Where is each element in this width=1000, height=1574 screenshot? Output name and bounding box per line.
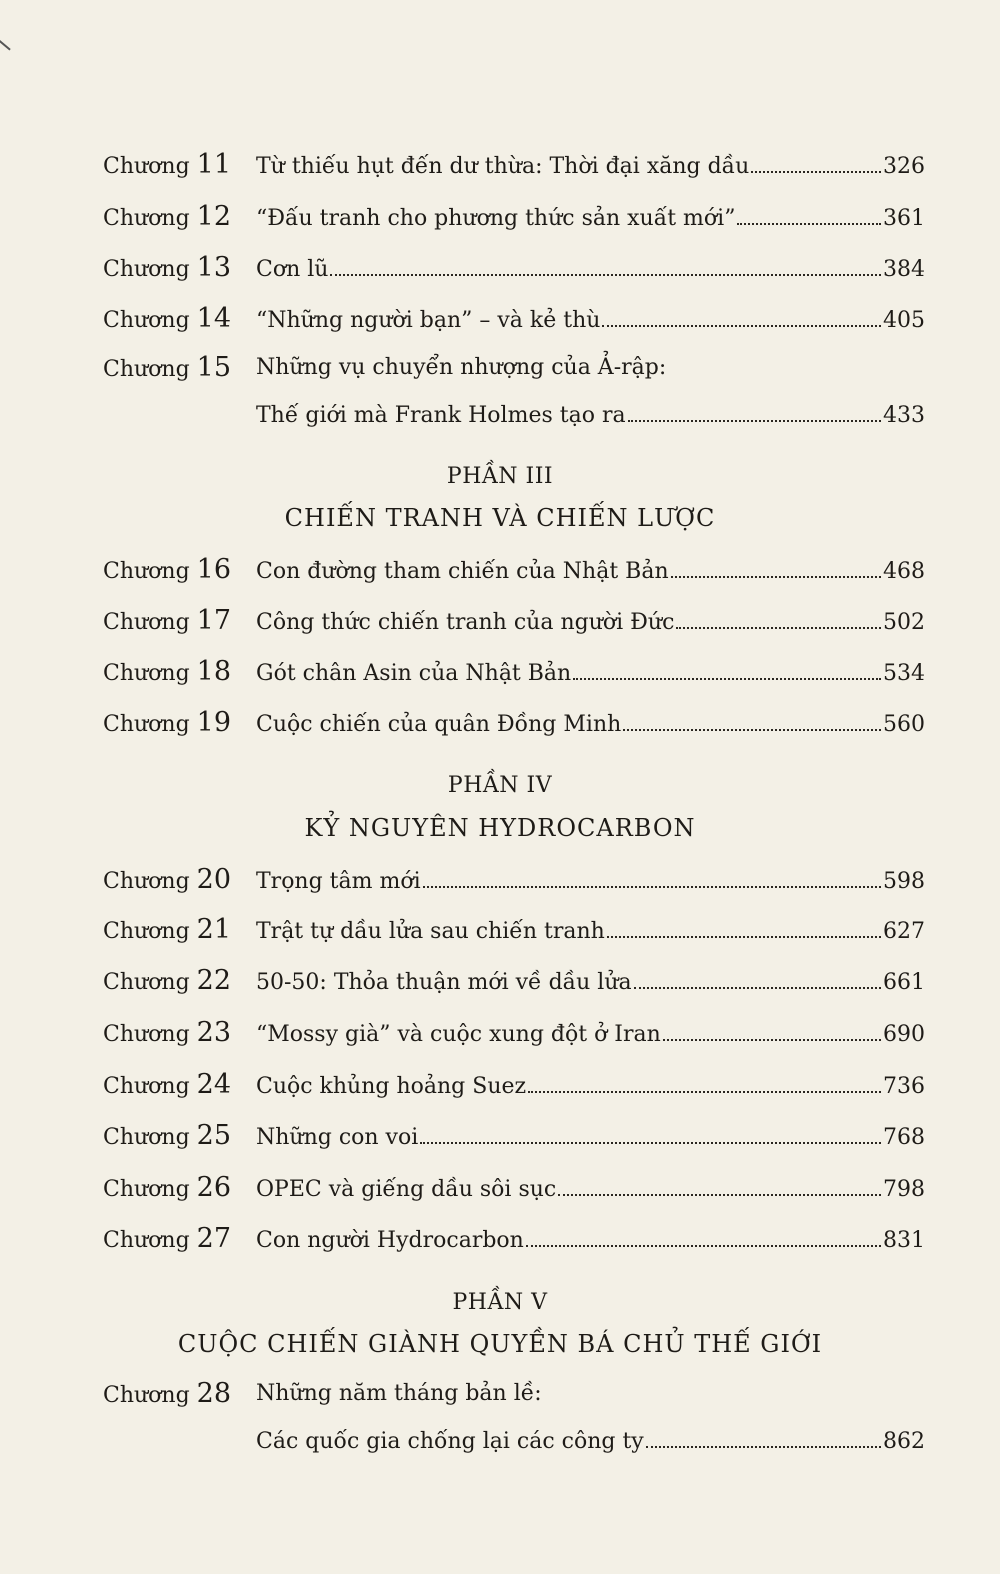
chapter-label: Chương 12 xyxy=(103,201,232,232)
chapter-label: Chương 18 xyxy=(103,656,232,687)
dot-leader xyxy=(528,1065,881,1093)
chapter-title: Con người Hydrocarbon xyxy=(256,1228,524,1253)
dot-leader xyxy=(663,1013,881,1041)
chapter-label: Chương 28 xyxy=(103,1378,232,1409)
dot-leader xyxy=(634,961,881,989)
chapter-title: Cuộc khủng hoảng Suez xyxy=(256,1074,527,1099)
toc-entry-22 xyxy=(103,961,925,1001)
part-heading: PHẦN IV xyxy=(447,773,553,798)
chapter-title: “Đấu tranh cho phương thức sản xuất mới” xyxy=(256,206,736,231)
page-number: 433 xyxy=(883,403,925,428)
toc-entry-23 xyxy=(103,1013,925,1053)
chapter-title: Cuộc chiến của quân Đồng Minh xyxy=(256,712,622,737)
page-number: 736 xyxy=(883,1074,925,1099)
page-number: 831 xyxy=(883,1228,925,1253)
chapter-label: Chương 23 xyxy=(103,1017,232,1048)
dot-leader xyxy=(671,550,881,578)
chapter-title: Công thức chiến tranh của người Đức xyxy=(256,610,675,635)
chapter-label: Chương 14 xyxy=(103,303,232,334)
chapter-title: Cơn lũ xyxy=(256,257,329,282)
dot-leader xyxy=(558,1168,881,1196)
chapter-label: Chương 15 xyxy=(103,352,232,383)
toc-entry-17 xyxy=(103,601,925,641)
part-title: CHIẾN TRANH VÀ CHIẾN LƯỢC xyxy=(284,504,716,532)
chapter-title: Trật tự dầu lửa sau chiến tranh xyxy=(256,919,605,944)
toc-entry-20 xyxy=(103,860,925,900)
chapter-label: Chương 27 xyxy=(103,1223,232,1254)
chapter-label: Chương 11 xyxy=(103,149,232,180)
chapter-title: Con đường tham chiến của Nhật Bản xyxy=(256,559,669,584)
chapter-title-line2: Thế giới mà Frank Holmes tạo ra xyxy=(256,403,626,428)
dot-leader xyxy=(420,1116,881,1144)
chapter-label: Chương 19 xyxy=(103,707,232,738)
chapter-label: Chương 16 xyxy=(103,554,232,585)
part-heading: PHẦN V xyxy=(452,1290,548,1315)
page-number: 560 xyxy=(883,712,925,737)
dot-leader xyxy=(737,197,881,225)
corner-mark xyxy=(0,40,11,51)
chapter-title: “Những người bạn” – và kẻ thù xyxy=(256,308,601,333)
page-number: 384 xyxy=(883,257,925,282)
dot-leader xyxy=(526,1219,881,1247)
toc-entry-13 xyxy=(103,248,925,288)
dot-leader xyxy=(573,652,881,680)
dot-leader xyxy=(330,248,881,276)
page-number: 468 xyxy=(883,559,925,584)
toc-entry-28 xyxy=(103,1374,925,1464)
toc-entry-21 xyxy=(103,910,925,950)
chapter-title-line2: Các quốc gia chống lại các công ty xyxy=(256,1429,644,1454)
chapter-label: Chương 22 xyxy=(103,965,232,996)
chapter-label: Chương 26 xyxy=(103,1172,232,1203)
part-title: CUỘC CHIẾN GIÀNH QUYỀN BÁ CHỦ THẾ GIỚI xyxy=(177,1330,823,1358)
chapter-label: Chương 13 xyxy=(103,252,232,283)
toc-entry-19 xyxy=(103,703,925,743)
dot-leader xyxy=(623,703,881,731)
page-number: 405 xyxy=(883,308,925,333)
dot-leader xyxy=(423,860,881,888)
page-number: 661 xyxy=(883,970,925,995)
page-number: 627 xyxy=(883,919,925,944)
chapter-title: Từ thiếu hụt đến dư thừa: Thời đại xăng dầu xyxy=(256,154,750,179)
chapter-title: Trọng tâm mới xyxy=(256,869,421,894)
page-number: 598 xyxy=(883,869,925,894)
chapter-label: Chương 21 xyxy=(103,914,232,945)
dot-leader xyxy=(751,145,881,173)
chapter-title-line1: Những vụ chuyển nhượng của Ả-rập: xyxy=(256,355,667,380)
chapter-title: 50-50: Thỏa thuận mới về dầu lửa xyxy=(256,970,632,995)
dot-leader xyxy=(607,910,881,938)
chapter-label: Chương 25 xyxy=(103,1120,232,1151)
toc-entry-26 xyxy=(103,1168,925,1208)
toc-entry-25 xyxy=(103,1116,925,1156)
toc-entry-11 xyxy=(103,145,925,185)
toc-entry-27 xyxy=(103,1219,925,1259)
chapter-title: “Mossy già” và cuộc xung đột ở Iran xyxy=(256,1022,661,1047)
page-number: 768 xyxy=(883,1125,925,1150)
page-number: 534 xyxy=(883,661,925,686)
toc-entry-24 xyxy=(103,1065,925,1105)
dot-leader xyxy=(646,1420,881,1448)
page-number: 690 xyxy=(883,1022,925,1047)
toc-entry-18 xyxy=(103,652,925,692)
chapter-title-line1: Những năm tháng bản lề: xyxy=(256,1381,542,1406)
part-title: KỶ NGUYÊN HYDROCARBON xyxy=(304,814,696,842)
toc-entry-12 xyxy=(103,197,925,237)
chapter-title: Gót chân Asin của Nhật Bản xyxy=(256,661,572,686)
part-heading: PHẦN III xyxy=(446,464,554,489)
toc-entry-15 xyxy=(103,348,925,438)
chapter-label: Chương 20 xyxy=(103,864,232,895)
dot-leader xyxy=(676,601,881,629)
chapter-title: OPEC và giếng dầu sôi sục xyxy=(256,1177,557,1202)
chapter-label: Chương 17 xyxy=(103,605,232,636)
toc-entry-16 xyxy=(103,550,925,590)
page-number: 326 xyxy=(883,154,925,179)
dot-leader xyxy=(602,299,881,327)
page-number: 502 xyxy=(883,610,925,635)
page-number: 862 xyxy=(883,1429,925,1454)
toc-entry-14 xyxy=(103,299,925,339)
page-number: 798 xyxy=(883,1177,925,1202)
chapter-label: Chương 24 xyxy=(103,1069,232,1100)
page-number: 361 xyxy=(883,206,925,231)
dot-leader xyxy=(628,394,881,422)
chapter-title: Những con voi xyxy=(256,1125,419,1150)
